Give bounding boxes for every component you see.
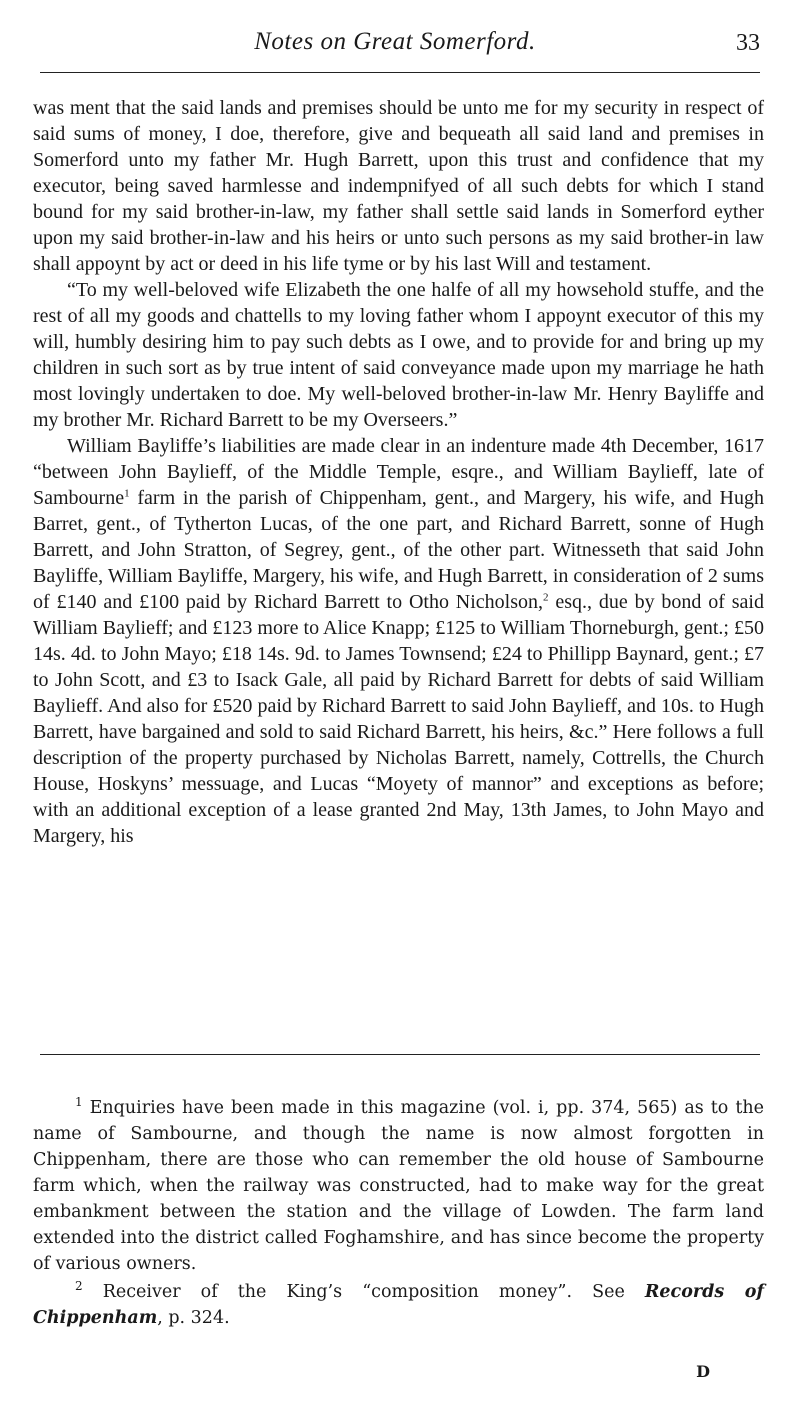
- footnote-1: [33, 1095, 764, 1277]
- footnote-rule: [40, 1054, 760, 1055]
- footnotes: [33, 1095, 764, 1331]
- running-head: [30, 28, 760, 62]
- footnote-2: [33, 1279, 764, 1331]
- signature-mark: D: [696, 1362, 710, 1381]
- indenture-text-part-2: farm in the parish of Chippenham, gent., and Margery, his wife, and Hugh Barret, gent., of Tytherton Lucas, of the one part, and Richard Barrett, sonne of Hugh Barrett, and John Stratton, of Segrey, gent., of the other part. Witnesseth that said John Bayliffe, William Bayliffe, Margery, his wife, and Hugh Barrett, in consideration of 2 sums of £140 and £100 paid by Richard Barrett to Otho Nicholson,: [33, 487, 764, 613]
- footnote-2-tail: , p. 324.: [157, 1308, 230, 1328]
- footnote-2-text: Receiver of the King’s “composition money”. See: [102, 1282, 645, 1302]
- footnote-1-text: Enquiries have been made in this magazine (vol. i, pp. 374, 565) as to the name of Sambourne, and though the name is now almost forgotten in Chippenham, there are those who can remember the old house of Sambourne farm which, when the railway was constructed, had to make way for the great embankment between the station and the village of Lowden. The farm land extended into the district called Foghamshire, and has since become the property of various owners.: [33, 1098, 764, 1274]
- footnote-ref-1: 1: [124, 487, 130, 500]
- indenture-text-part-3: esq., due by bond of said William Baylieff; and £123 more to Alice Knapp; £125 to William Thorneburgh, gent.; £50 14s. 4d. to John Mayo; £18 14s. 9d. to James Townsend; £24 to Phillipp Baynard, gent.; £7 to John Scott, and £3 to Isack Gale, all paid by Richard Barrett for debts of said William Baylieff. And also for £520 paid by Richard Barrett to said John Baylieff, and 10s. to Hugh Barrett, have bargained and sold to said Richard Barrett, his heirs, &c.” Here follows a full description of the property purchased by Nicholas Barrett, namely, Cottrells, the Church House, Hoskyns’ messuage, and Lucas “Moyety of mannor” and exceptions as before; with an additional exception of a lease granted 2nd May, 13th James, to John Mayo and Margery, his: [33, 591, 764, 847]
- footnote-1-mark: 1: [75, 1095, 83, 1110]
- footnote-ref-2: 2: [543, 591, 549, 604]
- footnote-2-reference-title: Records of Chippenham: [33, 1282, 764, 1328]
- paragraph-indenture: [33, 433, 764, 849]
- indenture-text-part-1: William Bayliffe’s liabilities are made clear in an indenture made 4th December, 1617 “between John Baylieff, of the Middle Temple, esqre., and William Baylieff, late of Sambourne: [33, 435, 764, 509]
- page-number: 33: [736, 30, 760, 56]
- running-title: Notes on Great Somerford.: [254, 28, 536, 55]
- main-text: [33, 95, 764, 849]
- paragraph-bequest-wife: “To my well-beloved wife Elizabeth the one halfe of all my howsehold stuffe, and the rest of all my goods and chattells to my loving father whom I appoynt executor of this my will, humbly desiring him to pay such debts as I owe, and to provide for and bring up my children in such sort as by true intent of said conveyance made upon my marriage he hath most lovingly undertaken to doe. My well-beloved brother-in-law Mr. Henry Bayliffe and my brother Mr. Richard Barrett to be my Overseers.”: [33, 279, 764, 431]
- paragraph-will-continuation: was ment that the said lands and premises should be unto me for my security in respect of said sums of money, I doe, therefore, give and bequeath all said land and premises in Somerford unto my father Mr. Hugh Barrett, upon this trust and confidence that my executor, being saved harmlesse and indempnifyed of all such debts for which I stand bound for my said brother-in-law, my father shall settle said lands in Somerford eyther upon my said brother-in-law and his heirs or unto such persons as my said brother-in law shall appoynt by act or deed in his life tyme or by his last Will and testament.: [33, 97, 764, 275]
- header-rule: [40, 72, 760, 73]
- footnote-2-mark: 2: [75, 1279, 83, 1294]
